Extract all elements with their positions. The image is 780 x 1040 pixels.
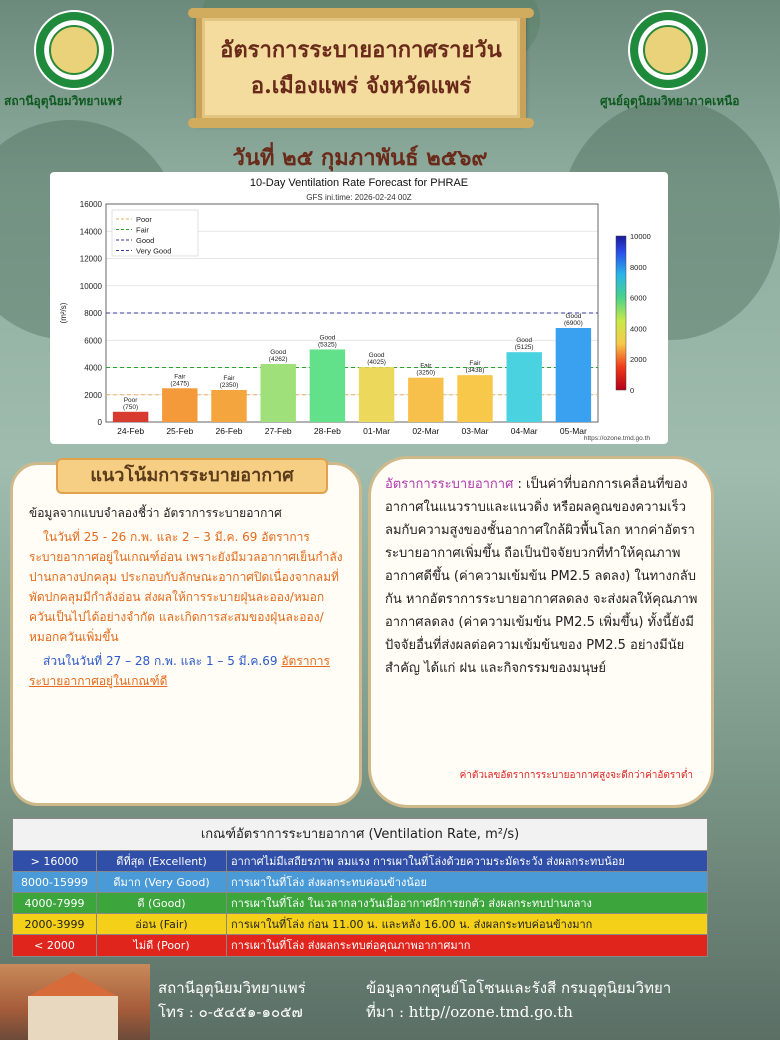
bar bbox=[457, 375, 492, 422]
criteria-level: อ่อน (Fair) bbox=[97, 914, 227, 934]
footer-source-url: ที่มา : http//ozone.tmd.go.th bbox=[366, 1003, 573, 1021]
bar-value-label: (5325) bbox=[318, 341, 337, 349]
bar-category-label: Good bbox=[565, 312, 582, 320]
criteria-table bbox=[12, 818, 708, 957]
bar-category-label: Fair bbox=[420, 362, 432, 370]
y-tick-label: 10000 bbox=[79, 281, 102, 291]
criteria-row bbox=[13, 935, 707, 956]
x-tick-label: 05-Mar bbox=[559, 426, 587, 436]
criteria-description: อากาศไม่มีเสถียรภาพ ลมแรง การเผาในที่โล่งด้วยความระมัดระวัง ส่งผลกระทบน้อย bbox=[231, 855, 625, 868]
y-tick-label: 6000 bbox=[84, 336, 102, 346]
bar-value-label: (2475) bbox=[170, 380, 190, 388]
bar-category-label: Fair bbox=[223, 374, 235, 382]
bar-value-label: (5125) bbox=[514, 344, 534, 352]
footer-source-text: ข้อมูลจากศูนย์โอโซนและรังสี กรมอุตุนิยมวิทยา bbox=[366, 979, 672, 997]
definition-term: อัตราการระบายอากาศ bbox=[385, 477, 514, 492]
criteria-description: การเผาในที่โล่ง ส่งผลกระทบต่อคุณภาพอากาศมาก bbox=[231, 939, 471, 952]
ventilation-chart bbox=[50, 172, 668, 444]
bar-category-label: Poor bbox=[123, 396, 138, 404]
bar-value-label: (4025) bbox=[367, 359, 386, 367]
criteria-row bbox=[13, 851, 707, 872]
chart-svg bbox=[50, 172, 668, 444]
bar bbox=[260, 364, 295, 422]
definition-note: ค่าตัวเลขอัตราการระบายอากาศสูงจะดีกว่าค่าอัตราต่ำ bbox=[459, 770, 693, 781]
y-tick-label: 4000 bbox=[84, 363, 102, 373]
footer-station-name: สถานีอุตุนิยมวิทยาแพร่ bbox=[158, 979, 306, 997]
definition-panel bbox=[368, 456, 714, 808]
legend-label: Very Good bbox=[136, 246, 172, 256]
chart-title: 10-Day Ventilation Rate Forecast for PHRAE bbox=[249, 177, 469, 189]
trend-panel bbox=[10, 462, 362, 806]
legend-label: Fair bbox=[136, 225, 149, 235]
criteria-row bbox=[13, 893, 707, 914]
bar bbox=[506, 352, 541, 422]
y-tick-label: 12000 bbox=[79, 254, 102, 264]
title-line-1: อัตราการระบายอากาศรายวัน bbox=[220, 37, 502, 63]
colorbar-tick-label: 4000 bbox=[630, 324, 647, 334]
definition-text bbox=[385, 473, 699, 680]
trend-intro: ข้อมูลจากแบบจำลองชี้ว่า อัตราการระบายอากาศ bbox=[29, 506, 282, 520]
station-photo bbox=[0, 964, 150, 1040]
footer-source bbox=[366, 976, 671, 1024]
x-tick-label: 27-Feb bbox=[264, 426, 292, 436]
forecast-date: วันที่ ๒๕ กุมภาพันธ์ ๒๕๖๙ bbox=[232, 145, 488, 171]
x-tick-label: 03-Mar bbox=[461, 426, 489, 436]
y-axis-label: (m²/s) bbox=[59, 302, 68, 324]
x-tick-label: 25-Feb bbox=[166, 426, 194, 436]
bar bbox=[408, 378, 443, 422]
x-tick-label: 04-Mar bbox=[510, 426, 538, 436]
title-board bbox=[196, 12, 526, 124]
tmd-logo-left bbox=[34, 10, 114, 90]
colorbar-tick-label: 2000 bbox=[630, 355, 647, 365]
bar-value-label: (750) bbox=[123, 403, 139, 411]
x-tick-label: 01-Mar bbox=[363, 426, 391, 436]
x-tick-label: 02-Mar bbox=[412, 426, 440, 436]
criteria-level: ดีที่สุด (Excellent) bbox=[97, 851, 227, 871]
y-tick-label: 2000 bbox=[84, 390, 102, 400]
colorbar-tick-label: 0 bbox=[630, 386, 635, 395]
trend-p2-date: ส่วนในวันที่ 27 – 28 ก.พ. และ 1 – 5 มี.ค.69 bbox=[43, 654, 278, 668]
bar bbox=[310, 349, 345, 422]
left-logo-caption: สถานีอุตุนิยมวิทยาแพร่ bbox=[4, 94, 123, 108]
trend-p1-date: ในวันที่ 25 - 26 ก.พ. และ 2 – 3 มี.ค. 69 bbox=[43, 530, 258, 544]
trend-paragraph-1 bbox=[29, 527, 343, 647]
bar bbox=[113, 412, 148, 422]
footer-station-phone: โทร : ๐-๕๔๕๑-๑๐๕๗ bbox=[158, 1003, 303, 1021]
legend-label: Poor bbox=[136, 215, 152, 224]
legend-label: Good bbox=[136, 236, 155, 245]
y-tick-label: 16000 bbox=[79, 200, 102, 209]
colorbar bbox=[616, 236, 626, 390]
x-tick-label: 24-Feb bbox=[117, 426, 145, 436]
bar-value-label: (4262) bbox=[268, 355, 288, 363]
bar bbox=[359, 367, 394, 422]
trend-tag: แนวโน้มการระบายอากาศ bbox=[56, 458, 328, 494]
chart-source: https://ozone.tmd.go.th bbox=[583, 435, 650, 442]
criteria-range: 2000-3999 bbox=[13, 914, 97, 934]
bar-value-label: (6900) bbox=[564, 319, 583, 327]
bar-category-label: Good bbox=[368, 352, 385, 360]
colorbar-tick-label: 8000 bbox=[630, 262, 647, 272]
bar bbox=[556, 328, 591, 422]
criteria-level: ดีมาก (Very Good) bbox=[97, 872, 227, 892]
y-tick-label: 0 bbox=[97, 418, 102, 427]
criteria-range: 4000-7999 bbox=[13, 893, 97, 913]
bar bbox=[162, 388, 197, 422]
y-tick-label: 8000 bbox=[84, 309, 102, 318]
bar-category-label: Fair bbox=[469, 360, 481, 368]
trend-paragraph-2 bbox=[29, 651, 343, 691]
criteria-description: การเผาในที่โล่ง ส่งผลกระทบค่อนข้างน้อย bbox=[231, 876, 427, 889]
colorbar-tick-label: 10000 bbox=[630, 232, 651, 241]
bar-category-label: Good bbox=[270, 348, 287, 356]
trend-p1-body: อัตราการระบายอากาศอยู่ในเกณฑ์อ่อน เพราะยังมีมวลอากาศเย็นกำลังปานกลางปกคลุม ประกอบกับลักษณะอากาศปิดเนื่องจากลมที่พัดปกคลุมมีกำลังอ่อน ส่งผลให้การระบายฝุ่นละออง/หมอกควันเป็นไปได้อย่างจำกัด และเกิดการสะสมของฝุ่นละออง/หมอกควันเพิ่มขึ้น bbox=[29, 530, 343, 644]
trend-p2-body: อัตราการระบายอากาศอยู่ในเกณฑ์ดี bbox=[29, 654, 330, 688]
chart-subtitle: GFS ini.time: 2026-02-24 00Z bbox=[306, 193, 412, 202]
criteria-level: ดี (Good) bbox=[97, 893, 227, 913]
bar-category-label: Good bbox=[516, 337, 533, 345]
colorbar-tick-label: 6000 bbox=[630, 293, 647, 303]
x-tick-label: 26-Feb bbox=[215, 426, 243, 436]
right-logo-caption: ศูนย์อุตุนิยมวิทยาภาคเหนือ bbox=[600, 94, 740, 108]
footer-station bbox=[158, 976, 306, 1024]
criteria-range: < 2000 bbox=[13, 935, 97, 956]
criteria-description: การเผาในที่โล่ง ในเวลากลางวันเมื่ออากาศมีการยกตัว ส่งผลกระทบปานกลาง bbox=[231, 897, 592, 910]
bar-value-label: (3250) bbox=[416, 369, 436, 377]
definition-body: : เป็นค่าที่บอกการเคลื่อนที่ของอากาศในแนวราบและแนวดิ่ง หรือผลคูณของความเร็วลมกับความสูงของชั้นอากาศใกล้ผิวพื้นโลก หากค่าอัตราระบายอากาศเพิ่มขึ้น ถือเป็นปัจจัยบวกที่ทำให้คุณภาพอากาศดีขึ้น (ค่าความเข้มข้น PM2.5 ลดลง) ในทางกลับกัน หากอัตราการระบายอากาศลดลง จะส่งผลให้คุณภาพอากาศลดลง (ค่าความเข้มข้น PM2.5 เพิ่มขึ้น) ทั้งนี้ยังมีปัจจัยอื่นที่ส่งผลต่อความเข้มข้นของ PM2.5 อย่างมีนัยสำคัญ ได้แก่ ฝน และกิจกรรมของมนุษย์ bbox=[385, 477, 698, 676]
criteria-title: เกณฑ์อัตราการระบายอากาศ (Ventilation Rate, m²/s) bbox=[13, 819, 707, 851]
criteria-row bbox=[13, 872, 707, 893]
bar-value-label: (2350) bbox=[219, 381, 239, 389]
title-line-2: อ.เมืองแพร่ จังหวัดแพร่ bbox=[250, 73, 472, 99]
criteria-row bbox=[13, 914, 707, 935]
y-tick-label: 14000 bbox=[79, 227, 102, 237]
bar-category-label: Fair bbox=[174, 373, 186, 381]
criteria-level: ไม่ดี (Poor) bbox=[97, 935, 227, 956]
criteria-description: การเผาในที่โล่ง ก่อน 11.00 น. และหลัง 16.00 น. ส่งผลกระทบค่อนข้างมาก bbox=[231, 918, 593, 931]
criteria-range: > 16000 bbox=[13, 851, 97, 871]
criteria-range: 8000-15999 bbox=[13, 872, 97, 892]
x-tick-label: 28-Feb bbox=[313, 426, 341, 436]
bar-category-label: Good bbox=[319, 334, 336, 342]
bar bbox=[211, 390, 246, 422]
tmd-logo-right bbox=[628, 10, 708, 90]
bar-value-label: (3438) bbox=[465, 367, 485, 375]
